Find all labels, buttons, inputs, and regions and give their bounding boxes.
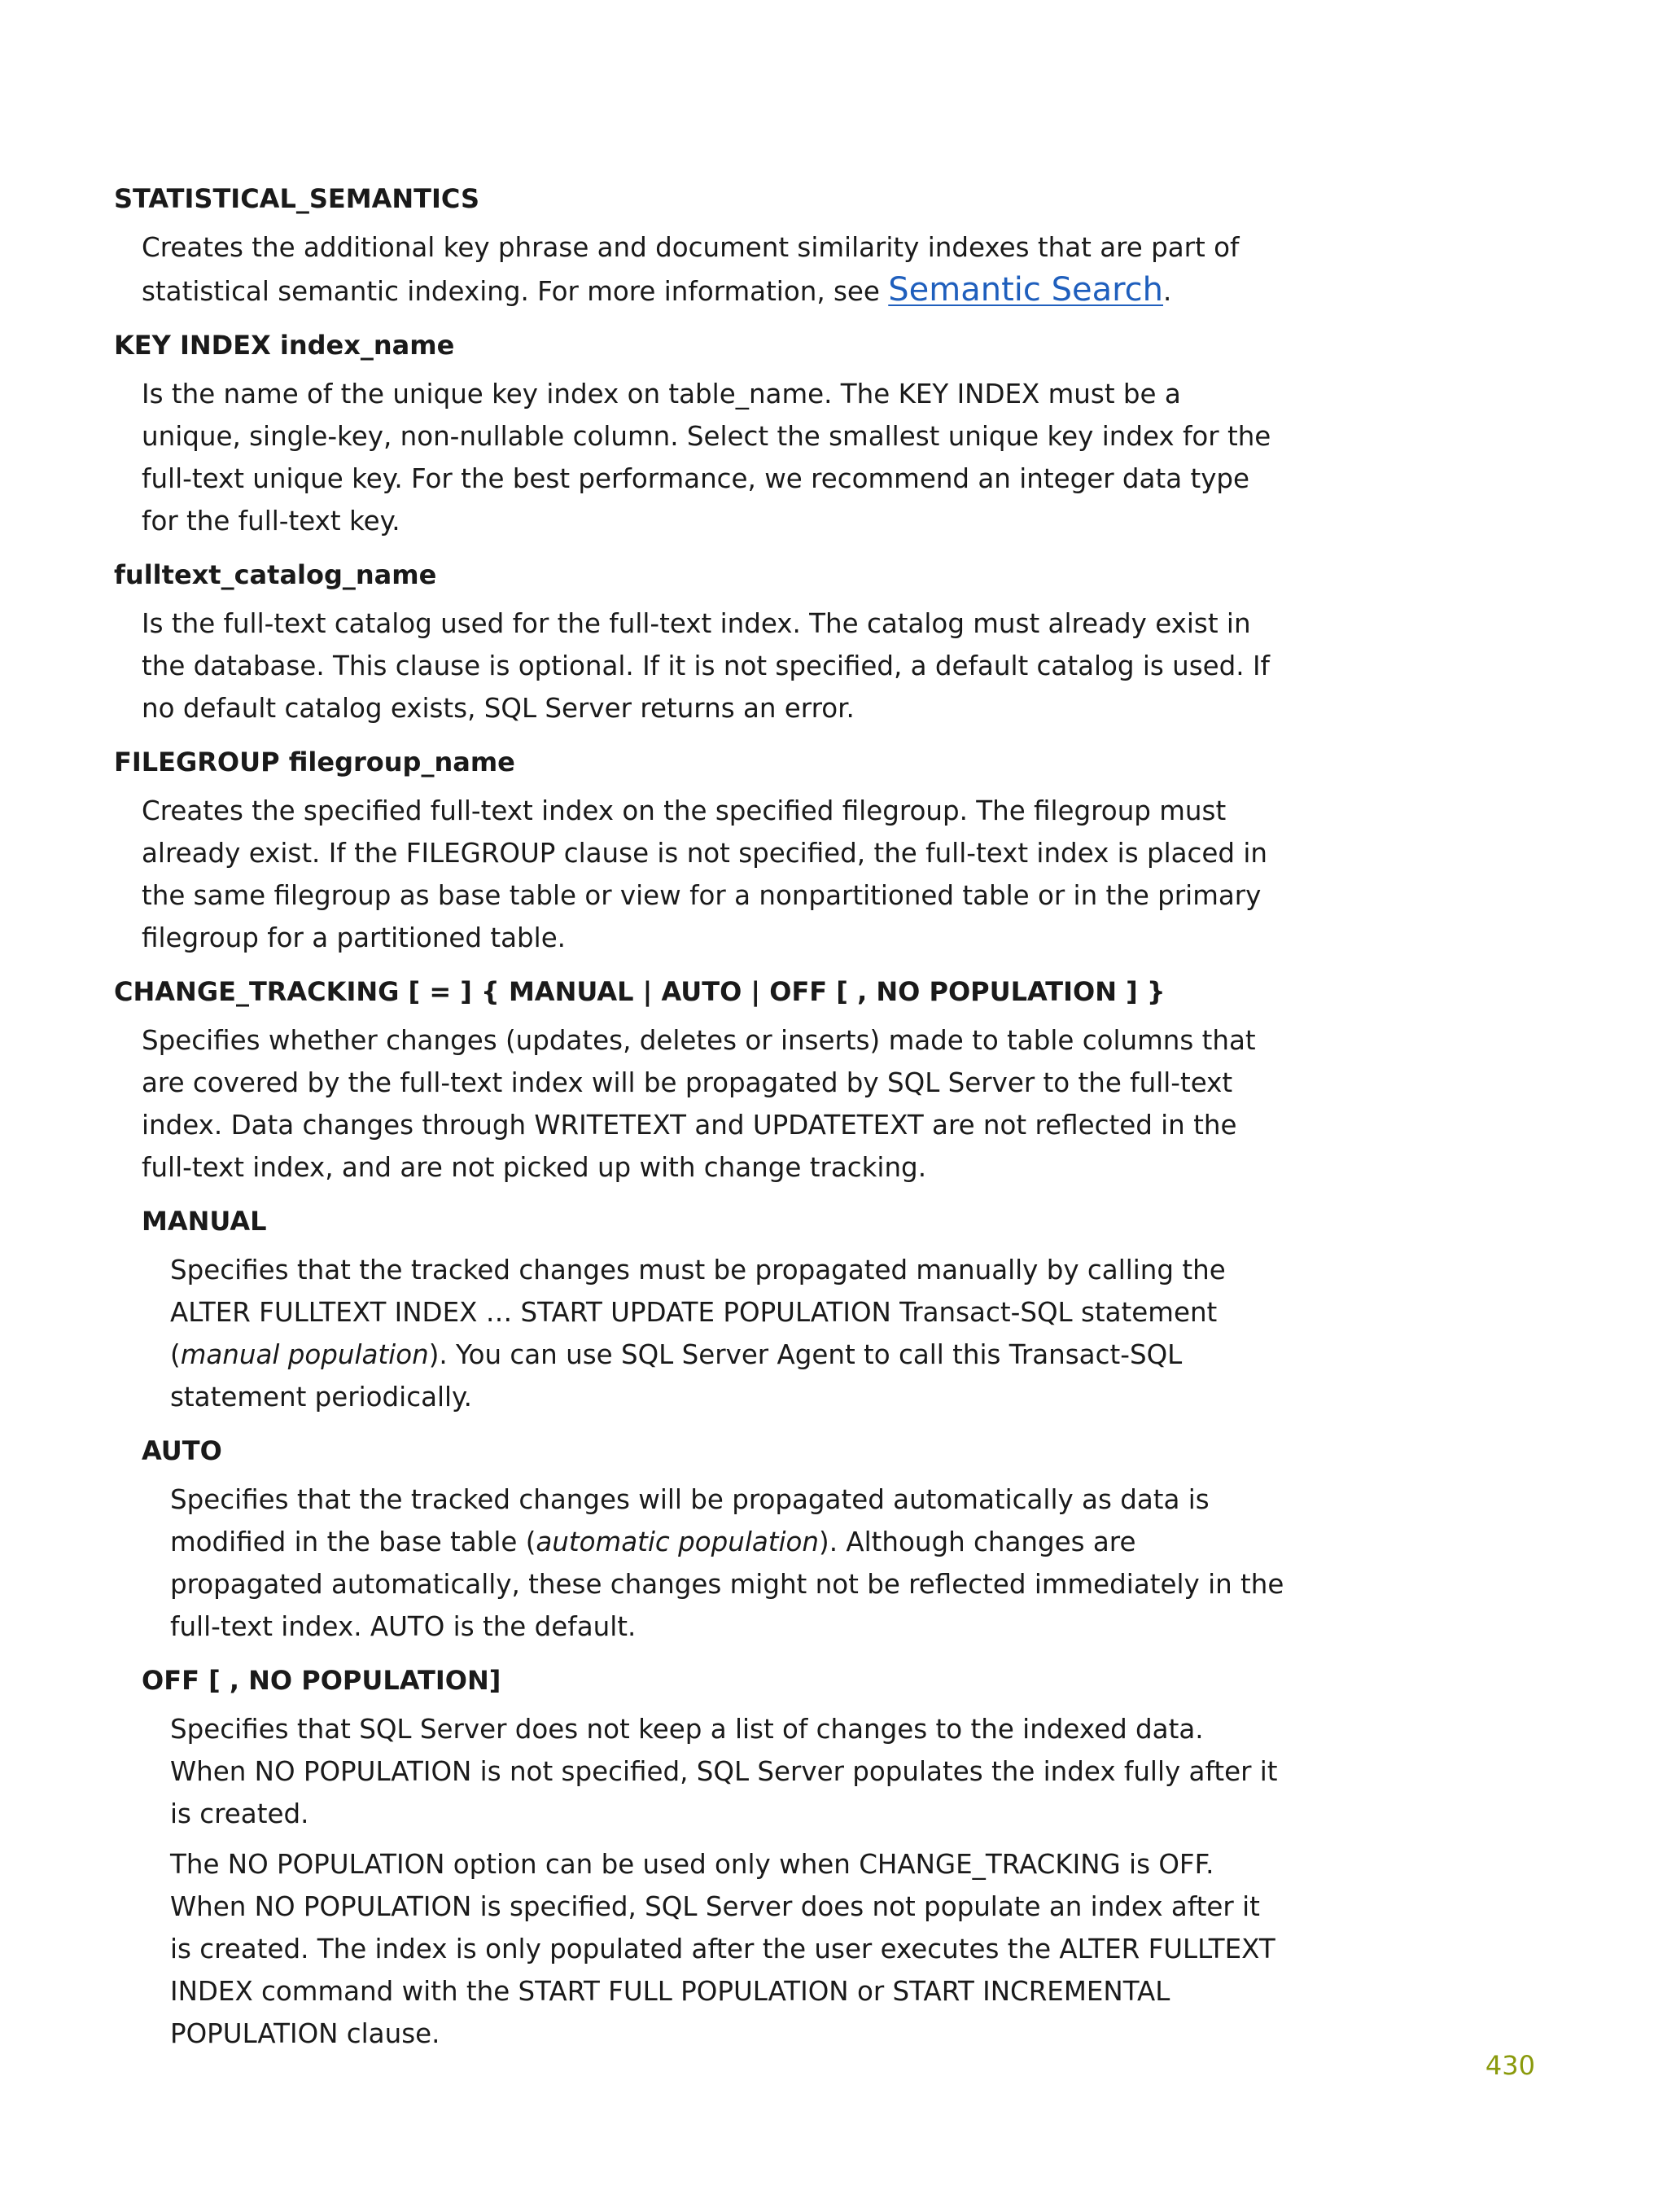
- term-auto: AUTO: [142, 1435, 222, 1466]
- italic-term: automatic population: [536, 1526, 820, 1557]
- description-text-end: ). You can use SQL Server Agent to call this Transact-SQL statement periodically.: [170, 1339, 1183, 1413]
- description-key-index: Is the name of the unique key index on table_name. The KEY INDEX must be a unique, single-key, non-nullable column. Select the smallest unique key index for the full-text unique key. For the best performance, we recommend an integer data type for the full-text key.: [142, 379, 1271, 537]
- description-filegroup: Creates the specified full-text index on the specified filegroup. The filegroup must already exist. If the FILEGROUP clause is not specified, the full-text index is placed in the same filegroup as base table or view for a nonpartitioned table or in the primary filegroup for a partitioned table.: [142, 795, 1267, 953]
- term-statistical-semantics: STATISTICAL_SEMANTICS: [114, 183, 479, 214]
- description-change-tracking: Specifies whether changes (updates, deletes or inserts) made to table columns that are covered by the full-text index will be propagated by SQL Server to the full-text index. Data changes through WRITETEXT and UPDATETEXT are not reflected in the full-text index, and are not picked up with change tracking.: [142, 1025, 1256, 1183]
- term-key-index: KEY INDEX index_name: [114, 330, 455, 361]
- description-text: Creates the additional key phrase and document similarity indexes that are part of statistical semantic indexing. For more information, see: [142, 232, 1240, 307]
- description-fulltext-catalog-name: Is the full-text catalog used for the full-text index. The catalog must already exist in the database. This clause is optional. If it is not specified, a default catalog is used. If no default catalog exists, SQL Server returns an error.: [142, 608, 1270, 724]
- description-auto: [170, 1478, 1286, 1648]
- description-text-end: ). Although changes are propagated automatically, these changes might not be reflected immediately in the full-text index. AUTO is the default.: [170, 1526, 1284, 1642]
- page-number: 430: [1485, 2050, 1535, 2081]
- term-fulltext-catalog-name: fulltext_catalog_name: [114, 559, 437, 590]
- term-change-tracking: CHANGE_TRACKING [ = ] { MANUAL | AUTO | OFF [ , NO POPULATION ] }: [114, 976, 1166, 1007]
- term-filegroup: FILEGROUP filegroup_name: [114, 747, 515, 777]
- description-text-end: .: [1163, 276, 1172, 307]
- document-page: [114, 181, 1286, 2070]
- semantic-search-link[interactable]: Semantic Search: [888, 271, 1164, 309]
- description-text: Specifies that the tracked changes must be propagated manually by calling the ALTER FULLTEXT INDEX … START UPDATE POPULATION Transact-SQL statement (: [170, 1255, 1226, 1370]
- description-off-1: Specifies that SQL Server does not keep a list of changes to the indexed data. When NO POPULATION is not specified, SQL Server populates the index fully after it is created.: [170, 1714, 1278, 1829]
- description-statistical-semantics: [142, 226, 1286, 313]
- description-manual: [170, 1249, 1286, 1418]
- term-manual: MANUAL: [142, 1206, 267, 1237]
- term-off-no-population: OFF [ , NO POPULATION]: [142, 1665, 501, 1696]
- italic-term: manual population: [180, 1339, 429, 1370]
- description-off-2: The NO POPULATION option can be used only when CHANGE_TRACKING is OFF. When NO POPULATION is specified, SQL Server does not populate an index after it is created. The index is only populated after the user executes the ALTER FULLTEXT INDEX command with the START FULL POPULATION or START INCREMENTAL POPULATION clause.: [170, 1849, 1275, 2049]
- description-text: Specifies that the tracked changes will be propagated automatically as data is modified in the base table (: [170, 1484, 1210, 1557]
